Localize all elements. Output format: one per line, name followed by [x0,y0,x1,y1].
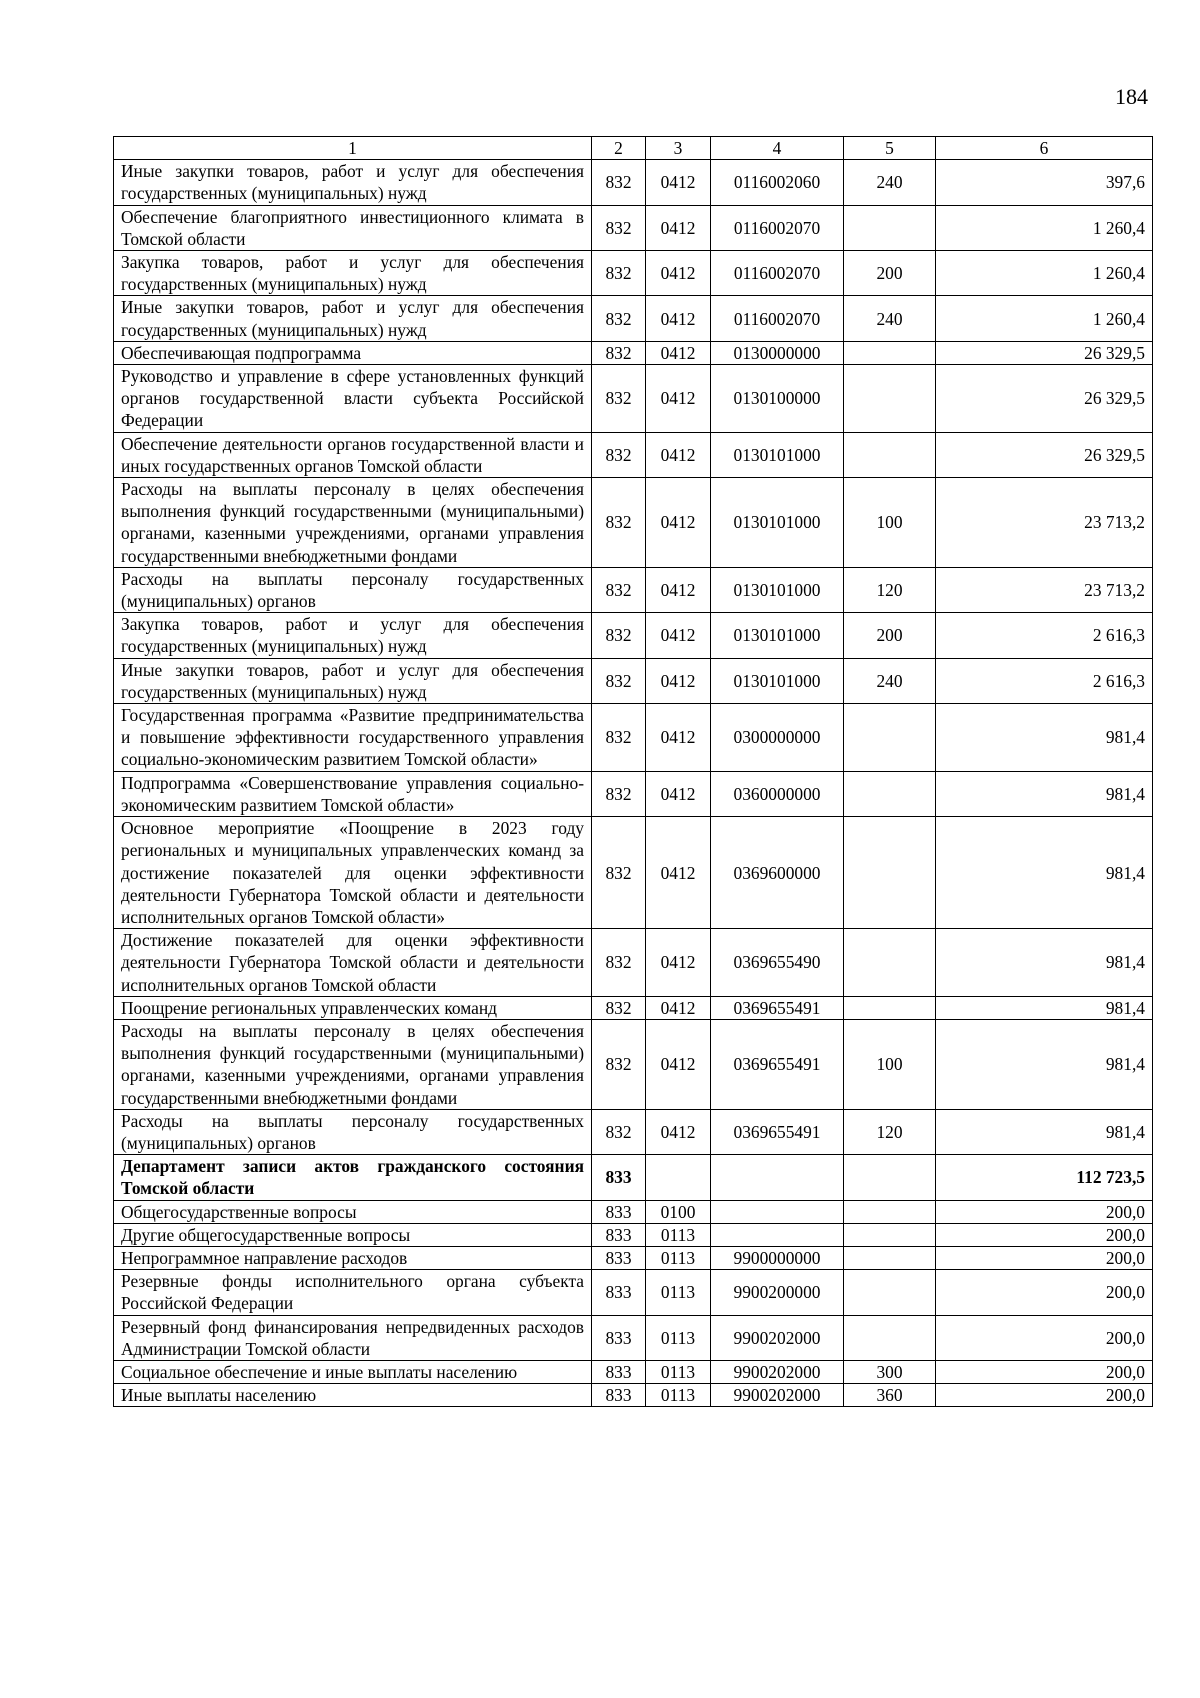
cell-expense-type: 100 [844,1019,936,1109]
cell-target-article: 0369655491 [711,1109,844,1154]
cell-section-code: 0412 [646,478,711,568]
cell-section-code: 0412 [646,704,711,772]
cell-target-article: 9900202000 [711,1315,844,1360]
cell-section-code: 0113 [646,1315,711,1360]
cell-name: Резервные фонды исполнительного органа субъекта Российской Федерации [114,1270,592,1315]
cell-amount: 981,4 [936,1109,1153,1154]
table-row [114,1360,1153,1383]
cell-name: Закупка товаров, работ и услуг для обеспечения государственных (муниципальных) нужд [114,251,592,296]
cell-expense-type [844,1270,936,1315]
cell-name: Закупка товаров, работ и услуг для обеспечения государственных (муниципальных) нужд [114,613,592,658]
cell-department-code: 832 [592,567,646,612]
cell-target-article: 0130100000 [711,365,844,433]
column-header: 5 [844,137,936,160]
cell-name: Иные закупки товаров, работ и услуг для обеспечения государственных (муниципальных) нужд [114,296,592,341]
cell-department-code: 832 [592,341,646,364]
cell-department-code: 832 [592,205,646,250]
cell-expense-type [844,929,936,997]
cell-name: Резервный фонд финансирования непредвиденных расходов Администрации Томской области [114,1315,592,1360]
cell-target-article: 0369655490 [711,929,844,997]
cell-target-article: 0369655491 [711,996,844,1019]
cell-amount: 2 616,3 [936,613,1153,658]
cell-amount: 26 329,5 [936,365,1153,433]
table-row [114,478,1153,568]
cell-amount: 981,4 [936,817,1153,929]
table-row [114,567,1153,612]
cell-department-code: 832 [592,817,646,929]
cell-target-article [711,1200,844,1223]
cell-amount: 1 260,4 [936,251,1153,296]
cell-target-article: 0369655491 [711,1019,844,1109]
cell-amount: 981,4 [936,771,1153,816]
cell-expense-type [844,1200,936,1223]
cell-department-code: 832 [592,771,646,816]
cell-name: Иные выплаты населению [114,1384,592,1407]
table-row [114,296,1153,341]
cell-expense-type [844,432,936,477]
cell-section-code: 0412 [646,996,711,1019]
cell-expense-type: 300 [844,1360,936,1383]
cell-department-code: 833 [592,1270,646,1315]
cell-expense-type [844,341,936,364]
cell-amount: 1 260,4 [936,296,1153,341]
cell-name: Основное мероприятие «Поощрение в 2023 году региональных и муниципальных управленческих команд за достижение показателей для оценки эффективности деятельности Губернатора Томской области и деятельности исполнительных органов Томской области» [114,817,592,929]
cell-department-code: 832 [592,478,646,568]
cell-expense-type [844,996,936,1019]
budget-table [113,136,1153,1407]
cell-target-article: 0130101000 [711,658,844,703]
cell-section-code: 0412 [646,160,711,205]
cell-department-code: 832 [592,160,646,205]
cell-name: Общегосударственные вопросы [114,1200,592,1223]
table-row [114,704,1153,772]
cell-amount: 200,0 [936,1200,1153,1223]
table-row [114,1155,1153,1200]
cell-amount: 200,0 [936,1315,1153,1360]
cell-section-code: 0113 [646,1360,711,1383]
cell-target-article [711,1223,844,1246]
cell-expense-type [844,205,936,250]
cell-name: Государственная программа «Развитие предпринимательства и повышение эффективности государственного управления социально-экономическим развитием Томской области» [114,704,592,772]
cell-section-code: 0113 [646,1384,711,1407]
cell-name: Расходы на выплаты персоналу в целях обеспечения выполнения функций государственными (муниципальными) органами, казенными учреждениями, органами управления государственными внебюджетными фондами [114,478,592,568]
cell-name: Обеспечивающая подпрограмма [114,341,592,364]
cell-amount: 2 616,3 [936,658,1153,703]
cell-expense-type [844,817,936,929]
cell-expense-type [844,1246,936,1269]
cell-name: Непрограммное направление расходов [114,1246,592,1269]
cell-expense-type [844,704,936,772]
cell-department-code: 833 [592,1246,646,1269]
table-row [114,771,1153,816]
cell-expense-type: 200 [844,613,936,658]
cell-amount: 26 329,5 [936,432,1153,477]
cell-name: Достижение показателей для оценки эффективности деятельности Губернатора Томской области и деятельности исполнительных органов Томской области [114,929,592,997]
cell-section-code: 0113 [646,1270,711,1315]
table-row [114,1109,1153,1154]
cell-expense-type: 120 [844,567,936,612]
cell-department-code: 833 [592,1360,646,1383]
cell-name: Подпрограмма «Совершенствование управления социально-экономическим развитием Томской области» [114,771,592,816]
cell-target-article: 0130000000 [711,341,844,364]
cell-name: Департамент записи актов гражданского состояния Томской области [114,1155,592,1200]
cell-section-code: 0412 [646,432,711,477]
cell-expense-type: 240 [844,658,936,703]
table-row [114,613,1153,658]
table-row [114,658,1153,703]
cell-expense-type [844,1315,936,1360]
cell-expense-type: 240 [844,296,936,341]
table-row [114,432,1153,477]
cell-section-code: 0113 [646,1223,711,1246]
cell-expense-type: 360 [844,1384,936,1407]
cell-section-code: 0412 [646,817,711,929]
cell-name: Обеспечение благоприятного инвестиционного климата в Томской области [114,205,592,250]
cell-section-code: 0113 [646,1246,711,1269]
cell-amount: 23 713,2 [936,567,1153,612]
cell-department-code: 832 [592,613,646,658]
column-header: 3 [646,137,711,160]
cell-name: Иные закупки товаров, работ и услуг для обеспечения государственных (муниципальных) нужд [114,160,592,205]
cell-target-article: 0360000000 [711,771,844,816]
cell-department-code: 833 [592,1315,646,1360]
table-body [114,160,1153,1407]
table-row [114,205,1153,250]
cell-name: Расходы на выплаты персоналу в целях обеспечения выполнения функций государственными (муниципальными) органами, казенными учреждениями, органами управления государственными внебюджетными фондами [114,1019,592,1109]
column-header: 2 [592,137,646,160]
cell-amount: 981,4 [936,929,1153,997]
cell-amount: 981,4 [936,1019,1153,1109]
table-row [114,1223,1153,1246]
cell-department-code: 832 [592,432,646,477]
cell-name: Социальное обеспечение и иные выплаты населению [114,1360,592,1383]
cell-department-code: 833 [592,1200,646,1223]
cell-section-code: 0412 [646,296,711,341]
table-row [114,160,1153,205]
cell-name: Расходы на выплаты персоналу государственных (муниципальных) органов [114,567,592,612]
cell-amount: 397,6 [936,160,1153,205]
cell-amount: 26 329,5 [936,341,1153,364]
cell-section-code: 0412 [646,251,711,296]
cell-target-article [711,1155,844,1200]
cell-amount: 23 713,2 [936,478,1153,568]
cell-amount: 981,4 [936,704,1153,772]
cell-name: Иные закупки товаров, работ и услуг для обеспечения государственных (муниципальных) нужд [114,658,592,703]
column-header: 4 [711,137,844,160]
cell-target-article: 0116002070 [711,205,844,250]
cell-expense-type [844,1223,936,1246]
cell-department-code: 833 [592,1223,646,1246]
table-row [114,1384,1153,1407]
table-row [114,1019,1153,1109]
cell-section-code: 0412 [646,929,711,997]
cell-target-article: 0116002060 [711,160,844,205]
cell-target-article: 0369600000 [711,817,844,929]
page-number: 184 [1115,84,1148,109]
cell-section-code: 0412 [646,365,711,433]
cell-department-code: 833 [592,1155,646,1200]
cell-department-code: 832 [592,251,646,296]
cell-department-code: 832 [592,296,646,341]
cell-target-article: 9900202000 [711,1384,844,1407]
cell-section-code: 0412 [646,1109,711,1154]
cell-expense-type: 240 [844,160,936,205]
cell-section-code: 0412 [646,613,711,658]
cell-target-article: 9900202000 [711,1360,844,1383]
cell-section-code: 0412 [646,771,711,816]
table-row [114,929,1153,997]
cell-expense-type [844,1155,936,1200]
table-row [114,1246,1153,1269]
cell-target-article: 9900200000 [711,1270,844,1315]
cell-expense-type: 200 [844,251,936,296]
column-header: 1 [114,137,592,160]
cell-amount: 200,0 [936,1384,1153,1407]
cell-target-article: 0130101000 [711,478,844,568]
cell-department-code: 833 [592,1384,646,1407]
cell-name: Расходы на выплаты персоналу государственных (муниципальных) органов [114,1109,592,1154]
cell-amount: 200,0 [936,1270,1153,1315]
cell-name: Обеспечение деятельности органов государственной власти и иных государственных органов Томской области [114,432,592,477]
cell-amount: 200,0 [936,1246,1153,1269]
cell-amount: 981,4 [936,996,1153,1019]
cell-target-article: 0116002070 [711,251,844,296]
cell-amount: 112 723,5 [936,1155,1153,1200]
table-row [114,1270,1153,1315]
cell-section-code: 0412 [646,658,711,703]
cell-target-article: 0130101000 [711,432,844,477]
cell-expense-type: 100 [844,478,936,568]
cell-section-code: 0412 [646,341,711,364]
table-row [114,817,1153,929]
cell-amount: 1 260,4 [936,205,1153,250]
cell-expense-type: 120 [844,1109,936,1154]
cell-section-code: 0412 [646,567,711,612]
cell-department-code: 832 [592,365,646,433]
cell-section-code: 0412 [646,1019,711,1109]
column-header: 6 [936,137,1153,160]
cell-department-code: 832 [592,1019,646,1109]
cell-name: Поощрение региональных управленческих команд [114,996,592,1019]
table-row [114,341,1153,364]
cell-name: Другие общегосударственные вопросы [114,1223,592,1246]
cell-target-article: 9900000000 [711,1246,844,1269]
cell-target-article: 0300000000 [711,704,844,772]
cell-expense-type [844,771,936,816]
cell-target-article: 0130101000 [711,567,844,612]
cell-department-code: 832 [592,704,646,772]
cell-section-code [646,1155,711,1200]
cell-target-article: 0116002070 [711,296,844,341]
table-header-row [114,137,1153,160]
cell-name: Руководство и управление в сфере установленных функций органов государственной власти субъекта Российской Федерации [114,365,592,433]
cell-department-code: 832 [592,1109,646,1154]
table-row [114,1315,1153,1360]
cell-department-code: 832 [592,658,646,703]
table-row [114,365,1153,433]
cell-department-code: 832 [592,996,646,1019]
table-row [114,1200,1153,1223]
cell-department-code: 832 [592,929,646,997]
cell-section-code: 0100 [646,1200,711,1223]
cell-target-article: 0130101000 [711,613,844,658]
cell-section-code: 0412 [646,205,711,250]
table-row [114,996,1153,1019]
table-row [114,251,1153,296]
cell-amount: 200,0 [936,1223,1153,1246]
cell-amount: 200,0 [936,1360,1153,1383]
cell-expense-type [844,365,936,433]
